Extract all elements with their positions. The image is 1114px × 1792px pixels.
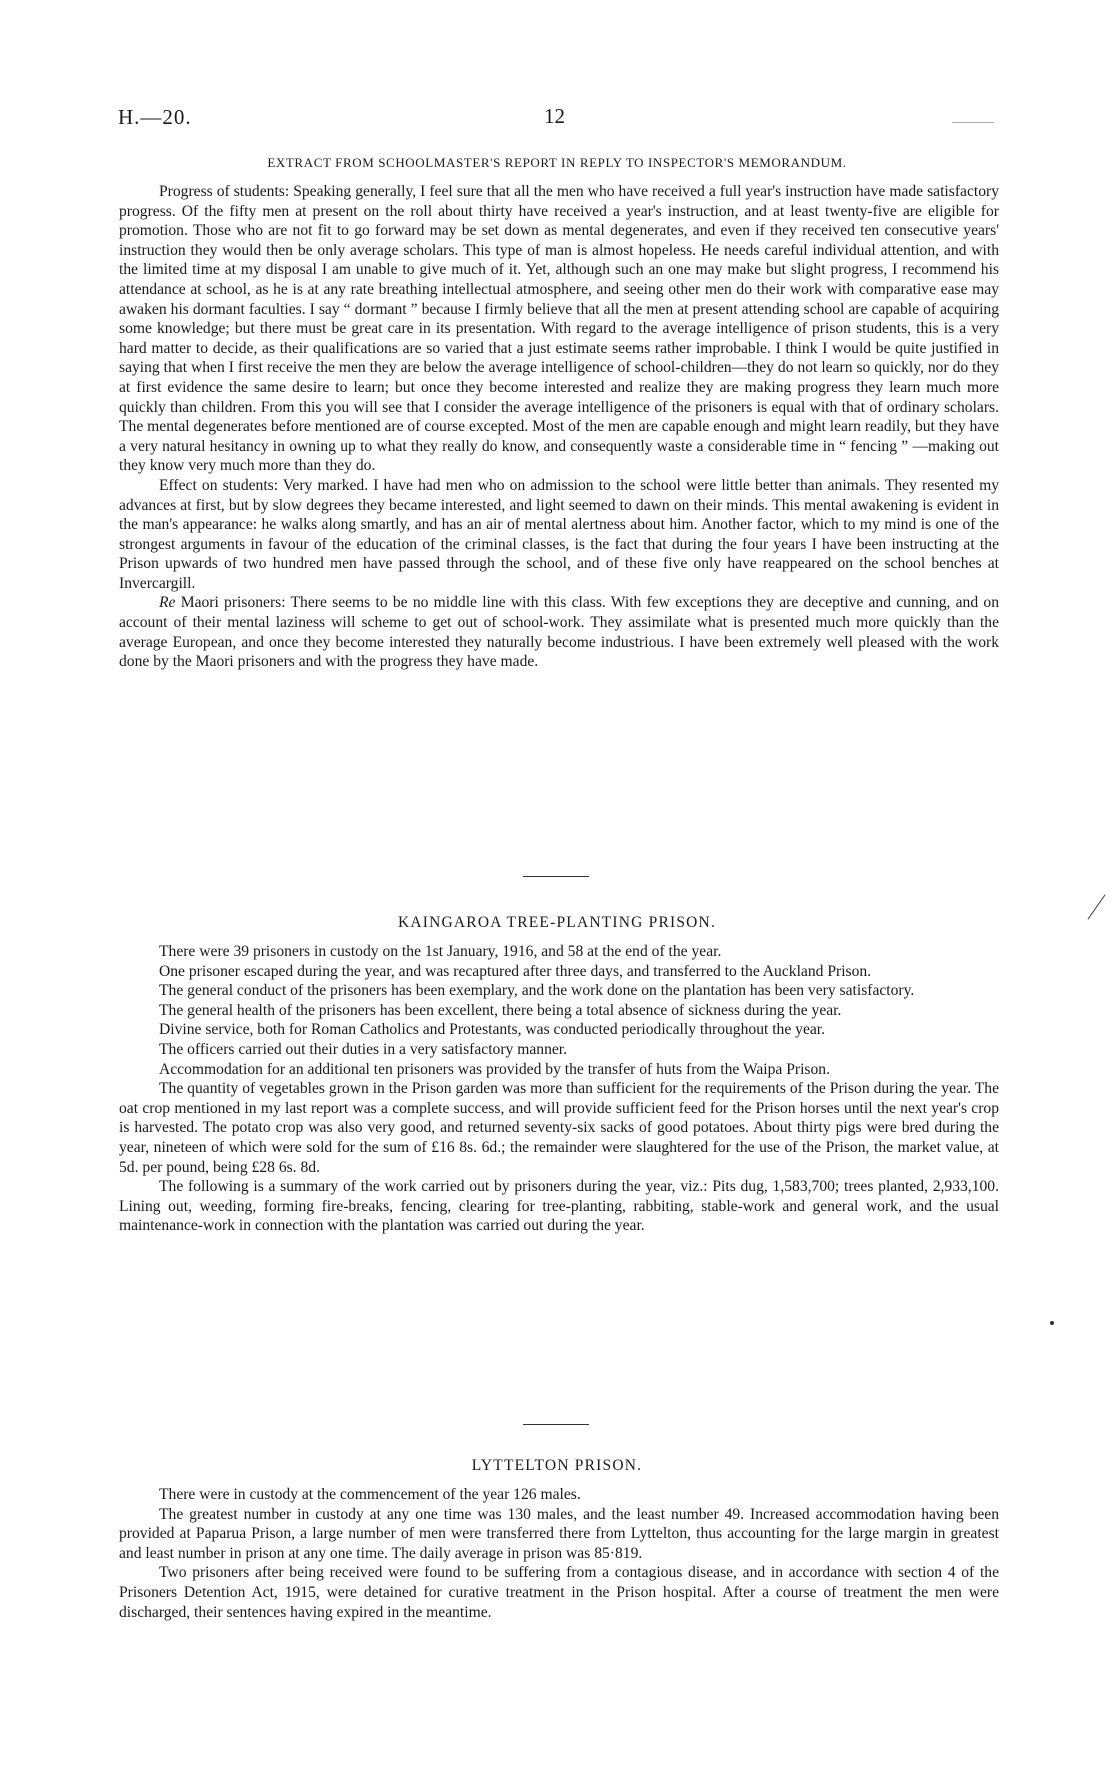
lyttelton-heading: LYTTELTON PRISON. xyxy=(471,1457,643,1474)
lyttelton-section xyxy=(119,1485,999,1622)
margin-dot xyxy=(1050,1321,1054,1325)
document-reference: H.—20. xyxy=(118,105,192,129)
section-divider xyxy=(523,876,589,877)
page-number: 12 xyxy=(544,104,565,128)
lyttelton-paragraph: The greatest number in custody at any one time was 130 males, and the least number 49. Increased accommodation having been provided at Paparua Prison, a large number of men were transferred there from Lyttelton, thus accounting for the large margin in greatest and least number in prison at any one time. The daily average in prison was 85·819. xyxy=(119,1505,999,1562)
lyttelton-paragraph: There were in custody at the commencement of the year 126 males. xyxy=(159,1486,581,1503)
re-label: Re xyxy=(159,594,176,612)
kaingaroa-paragraph: The following is a summary of the work carried out by prisoners during the year, viz.: Pits dug, 1,583,700; trees planted, 2,933,100. Lining out, weeding, forming fire-breaks, fencing, clearing for tree-planting, rabbiting, stable-work and general work, and the usual maintenance-work in connection with the plantation was carried out during the year. xyxy=(119,1178,999,1235)
kaingaroa-paragraph: The officers carried out their duties in a very satisfactory manner. xyxy=(159,1040,568,1058)
lyttelton-paragraph: Two prisoners after being received were found to be suffering from a contagious disease, and in accordance with section 4 of the Prisoners Detention Act, 1915, were detained for curative treatment in the Prison hospital. After a course of treatment the men were discharged, their sentences having expired in the meantime. xyxy=(119,1564,999,1621)
extract-section xyxy=(119,182,999,672)
kaingaroa-heading: KAINGAROA TREE-PLANTING PRISON. xyxy=(397,914,717,931)
extract-title: EXTRACT FROM SCHOOLMASTER'S REPORT IN REPLY TO INSPECTOR'S MEMORANDUM. xyxy=(267,155,847,170)
kaingaroa-paragraph: The quantity of vegetables grown in the Prison garden was more than sufficient for the requirements of the Prison during the year. The oat crop mentioned in my last report was a complete success, and will provide sufficient feed for the Prison horses until the next year's crop is harvested. The potato crop was also very good, and returned seventy-six sacks of good potatoes. About thirty pigs were bred during the year, nineteen of which were sold for the sum of £16 8s. 6d.; the remainder were slaughtered for the use of the Prison, the market value, at 5d. per pound, being £28 6s. 8d. xyxy=(119,1080,999,1176)
paragraph-effect: Effect on students: Very marked. I have had men who on admission to the school were little better than animals. They resented my advances at first, but by slow degrees they became interested, and light seemed to dawn on their minds. This mental awakening is evident in the man's appearance: he walks along smartly, and has an air of mental alertness about him. Another factor, which to my mind is one of the strongest arguments in favour of the education of the criminal classes, is the fact that during the four years I have been instructing at the Prison upwards of two hundred men have passed through the school, and of these five only have reappeared on the school benches at Invercargill. xyxy=(119,476,999,592)
kaingaroa-section xyxy=(119,942,999,1236)
section-divider xyxy=(523,1424,589,1425)
kaingaroa-paragraph: The general health of the prisoners has been excellent, there being a total absence of sickness during the year. xyxy=(159,1001,842,1019)
margin-mark xyxy=(952,122,994,123)
kaingaroa-paragraph: The general conduct of the prisoners has been exemplary, and the work done on the plantation has been very satisfactory. xyxy=(159,982,915,1000)
kaingaroa-paragraph: One prisoner escaped during the year, and was recaptured after three days, and transferred to the Auckland Prison. xyxy=(159,962,872,980)
maori-text: Maori prisoners: There seems to be no middle line with this class. With few exceptions they are deceptive and cunning, and on account of their mental laziness will scheme to get out of school-work. They assimilate what is presented much more quickly than the average European, and once they become interested they naturally become industrious. I have been extremely well pleased with the work done by the Maori prisoners and with the progress they have made. xyxy=(119,594,999,671)
kaingaroa-paragraph: There were 39 prisoners in custody on the 1st January, 1916, and 58 at the end of the year. xyxy=(159,943,722,960)
kaingaroa-paragraph: Accommodation for an additional ten prisoners was provided by the transfer of huts from the Waipa Prison. xyxy=(159,1060,830,1078)
kaingaroa-paragraph: Divine service, both for Roman Catholics and Protestants, was conducted periodically throughout the year. xyxy=(159,1021,826,1039)
paragraph-maori xyxy=(119,593,999,671)
paragraph-progress: Progress of students: Speaking generally, I feel sure that all the men who have received a full year's instruction have made satisfactory progress. Of the fifty men at present on the roll about thirty have received a year's instruction, and at least twenty-five are eligible for promotion. Those who are not fit to go forward may be set down as mental degenerates, and even if they received ten consecutive years' instruction they would then be only average scholars. This type of man is almost hopeless. He needs careful individual attention, and with the limited time at my disposal I am unable to give much of it. Yet, although such an one may make but slight progress, I recommend his attendance at school, as he is at any rate breathing intellectual atmosphere, and seeing other men do their work with comparative ease may awaken his dormant faculties. I say “ dormant ” because I firmly believe that all the men at present attending school are capable of acquiring some knowledge; but there must be great care in its presentation. With regard to the average intelligence of prison students, this is a very hard matter to decide, as their qualifications are so varied that a just estimate seems rather improbable. I think I would be quite justified in saying that when I first receive the men they are below the average intelligence of school-children—they do not learn so quickly, nor do they at first evidence the same desire to learn; but once they become interested and realize they are making progress they learn much more quickly than children. From this you will see that I consider the average intelligence of the prisoners is equal with that of ordinary scholars. The mental degenerates before mentioned are of course excepted. Most of the men are capable enough and might learn readily, but they have a very natural hesitancy in owning up to what they really do know, and consequently waste a considerable time in “ fencing ” —making out they know very much more than they do. xyxy=(119,183,999,475)
